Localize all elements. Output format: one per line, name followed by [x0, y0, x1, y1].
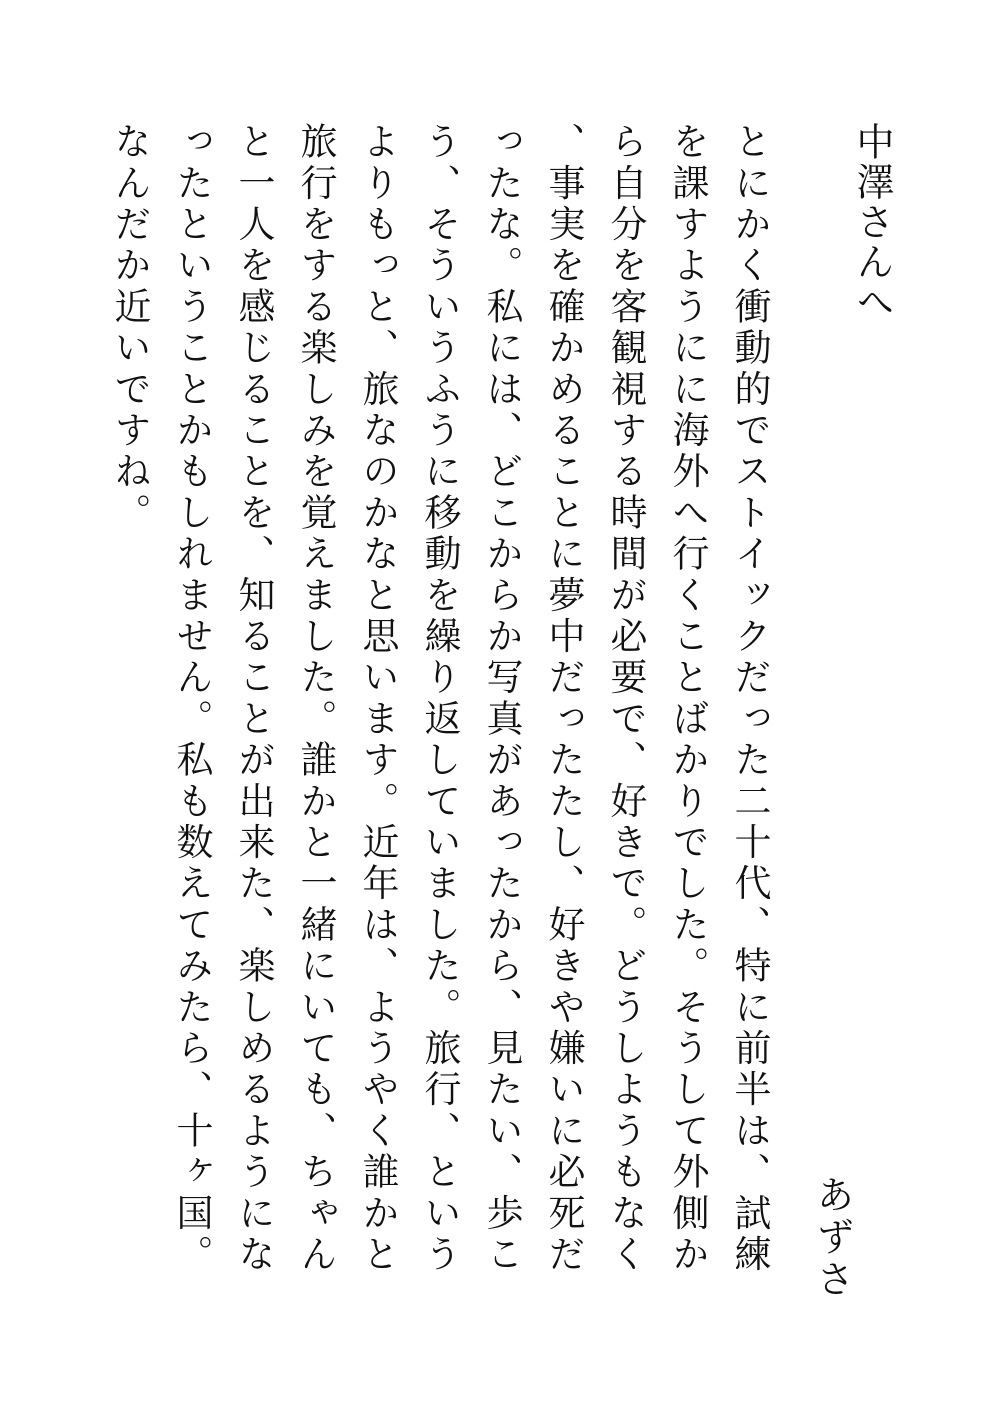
- salutation: 中澤さんへ: [850, 122, 894, 322]
- letter-body: とにかく衝動的でストイックだった二十代、特に前半は、試練を課すようにに海外へ行くことばかりでした。そうして外側から自分を客観視する時間が必要で、好きで。どうしようもなく、事実を確かめることに夢中だったたし、好きや嫌いに必死だったな。私には、どこからか写真があったから、見たい、歩こう、そういうふうに移動を繰り返していました。旅行、というよりもっと、旅なのかなと思います。近年は、ようやく誰かと旅行をする楽しみを覚えました。誰かと一緒にいても、ちゃんと一人を感じることを、知ることが出来た、楽しめるようになったということかもしれません。私も数えてみたら、十ヶ国。なんだか近いですね。: [108, 122, 771, 1276]
- signature: あずさ: [810, 1175, 854, 1301]
